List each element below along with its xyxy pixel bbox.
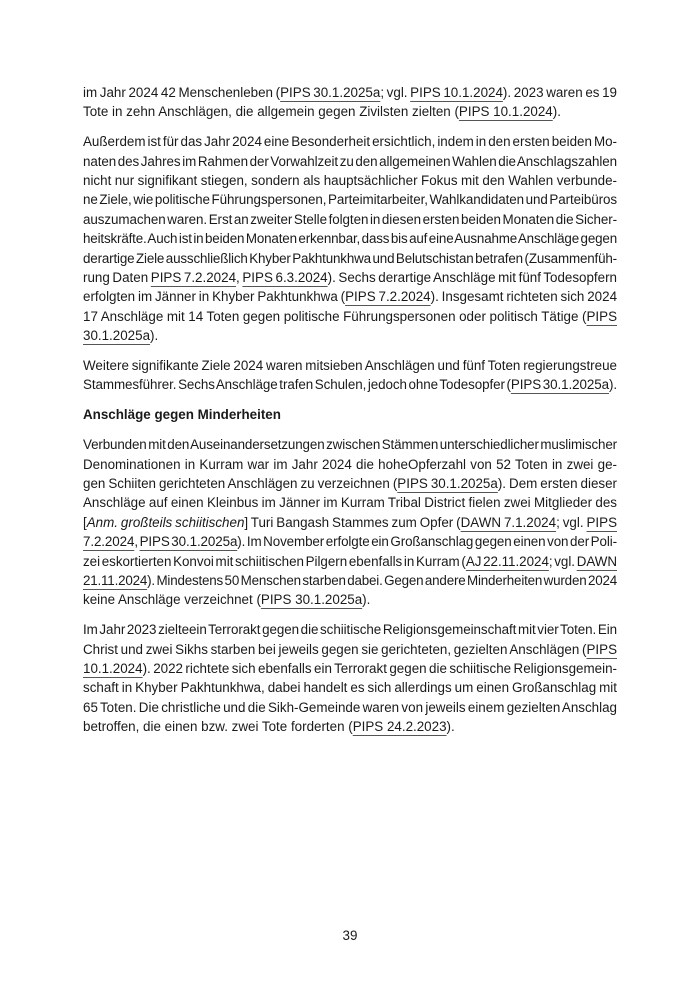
text: ). 2022 richtete sich ebenfalls ein Terrorakt gegen die schiitische Religionsgemein- [142, 661, 617, 677]
line-content [83, 358, 617, 373]
line-content [83, 192, 617, 207]
citation-link[interactable]: PIPS 30.1.2025a [397, 476, 498, 492]
paragraph [83, 356, 617, 395]
page-number: 39 [342, 928, 358, 943]
text: ). Sechs derartige Anschläge mit fünf Todesopfern [327, 270, 618, 286]
text: naten des Jahres im Rahmen der Vorwahlzeit zu den allgemeinen Wahlen die Anschlagszahlen [83, 153, 617, 169]
text-line [83, 678, 617, 697]
line-content [83, 85, 617, 100]
line-content [83, 495, 617, 510]
text: betroffen, die einen bzw. zwei Tote forderten ( [83, 719, 353, 735]
text: ; vgl. [548, 553, 577, 569]
text-line [83, 307, 617, 326]
citation-link[interactable]: PIPS 7.2.2024 [345, 289, 431, 305]
text: heitskräfte. Auch ist in beiden Monaten erkennbar, dass bis auf eine Ausnahme Anschläge gegen [83, 231, 618, 247]
citation-link[interactable]: PIPS 24.2.2023 [352, 719, 447, 735]
text-line [83, 249, 617, 268]
line-content [83, 661, 617, 676]
text-line [83, 474, 617, 493]
paragraph [83, 83, 617, 122]
citation-link[interactable]: 30.1.2025a [83, 328, 151, 344]
text-line [83, 83, 617, 102]
text: rung Daten [83, 270, 151, 286]
text-line [83, 513, 617, 532]
line-content [83, 134, 617, 149]
text-line [83, 152, 617, 171]
text: Denominationen in Kurram war im Jahr 2024 die hoheOpferzahl von 52 Toten in zwei ge- [83, 456, 617, 472]
citation-link[interactable]: 21.11.2024 [83, 572, 148, 588]
text: derartige Ziele ausschließlich Khyber Pakhtunkhwa und Belutschistan betrafen (Zusammenfüh- [83, 250, 617, 266]
citation-link[interactable]: DAWN 7.1.2024 [460, 514, 557, 530]
paragraph [83, 435, 617, 610]
text-line [83, 659, 617, 678]
text: ). Mindestens 50 Menschen starben dabei. Gegen andere Minderheiten wurden 2024 [147, 572, 618, 588]
text: erfolgten im Jänner in Khyber Pakhtunkhwa ( [83, 289, 346, 305]
text: schaft in Khyber Pakhtunkhwa, dabei handelt es sich allerdings um einen Großanschlag mit [83, 680, 617, 696]
text: ). Im November erfolgte ein Großanschlag gegen einen von der Poli- [237, 534, 617, 550]
text: ] Turi Bangash Stammes zum Opfer ( [244, 514, 461, 530]
citation-link[interactable]: PIPS 30.1.2025a [510, 377, 609, 393]
text: auszumachen waren. Erst an zweiter Stelle folgten in diesen ersten beiden Monaten die Sicher- [83, 211, 618, 227]
italic-text: Anm. großteils schiitischen [86, 514, 245, 530]
line-content [83, 573, 617, 588]
text-line [83, 229, 617, 248]
text: ; vgl. [380, 85, 411, 100]
citation-link[interactable]: DAWN [576, 553, 618, 569]
text: ; vgl. [556, 514, 587, 530]
line-content [83, 534, 617, 549]
text-line [83, 287, 617, 306]
citation-link[interactable]: AJ 22.11.2024 [465, 553, 549, 569]
text-line [83, 190, 617, 209]
text: Tote in zehn Anschlägen, die allgemein gegen Zivilsten zielten ( [83, 104, 459, 120]
line-content [83, 231, 617, 246]
line-content [83, 700, 617, 715]
line-content [83, 592, 370, 607]
text: keine Anschläge verzeichnet ( [83, 592, 261, 608]
text-line [83, 493, 617, 512]
text: ). [150, 328, 159, 344]
citation-link[interactable]: PIPS 10.1.2024 [410, 85, 503, 100]
text: 65 Toten. Die christliche und die Sikh-Gemeinde waren von jeweils einem gezielten Anschlag [83, 699, 617, 715]
line-content [83, 719, 455, 734]
line-content [83, 104, 561, 119]
text: im Jahr 2024 42 Menschenleben ( [83, 85, 281, 100]
text-line [83, 356, 617, 375]
line-content [83, 173, 617, 188]
text-line [83, 640, 617, 659]
text: nicht nur signifikant stiegen, sondern als hauptsächlicher Fokus mit den Wahlen verbunde- [83, 173, 618, 189]
text: [ [83, 514, 87, 530]
text: ). [552, 104, 561, 120]
section-heading: Anschläge gegen Minderheiten [83, 407, 281, 423]
text-line [83, 102, 617, 121]
line-content [83, 309, 617, 324]
line-content [83, 289, 617, 304]
line-content [83, 377, 617, 392]
document-body [83, 83, 617, 747]
text: , [236, 270, 243, 286]
text: ). [446, 719, 455, 735]
line-content [83, 212, 617, 227]
citation-link[interactable]: PIPS 6.3.2024 [242, 270, 328, 286]
paragraph [83, 620, 617, 736]
text: Im Jahr 2023 zielteein Terrorakt gegen die schiitische Religionsgemeinschaft mit vier Toten. Ein [83, 622, 618, 638]
paragraph [83, 132, 617, 345]
line-content [83, 457, 617, 472]
citation-link[interactable]: PIPS [586, 641, 617, 657]
text: zei eskortierten Konvoi mit schiitischen Pilgern ebenfalls in Kurram ( [83, 553, 466, 569]
text: ). [362, 592, 371, 608]
citation-link[interactable]: PIPS [586, 308, 617, 324]
citation-link[interactable]: PIPS 10.1.2024 [458, 104, 553, 120]
text: Anschläge auf einen Kleinbus im Jänner im Kurram Tribal District fielen zwei Mitglieder des [83, 495, 617, 511]
text-line [83, 132, 617, 151]
text-line [83, 571, 617, 590]
text: Verbunden mit den Auseinandersetzungen zwischen Stämmen unterschiedlicher muslimischer [83, 437, 617, 453]
citation-link[interactable]: 10.1.2024 [83, 661, 143, 677]
citation-link[interactable]: PIPS 30.1.2025a [139, 534, 238, 550]
text: ). [609, 377, 618, 393]
line-content [83, 328, 158, 343]
text: Stammesführer. Sechs Anschläge trafen Schulen, jedoch ohne Todesopfer ( [83, 377, 511, 393]
text-line [83, 717, 617, 736]
text: 17 Anschläge mit 14 Toten gegen politische Führungspersonen oder politisch Tätige ( [83, 308, 587, 324]
text-line [83, 268, 617, 287]
text: gen Schiiten gerichteten Anschlägen zu verzeichnen ( [83, 476, 398, 492]
text-line [83, 435, 617, 454]
line-content [83, 437, 617, 452]
citation-link[interactable]: PIPS 30.1.2025a [260, 592, 363, 608]
line-content [83, 251, 617, 266]
citation-link[interactable]: PIPS 30.1.2025a [280, 85, 381, 100]
line-content [83, 642, 617, 657]
text-line [83, 590, 617, 609]
text-line [83, 455, 617, 474]
text: Weitere signifikante Ziele 2024 waren mitsieben Anschlägen und fünf Toten regierungstreue [83, 358, 617, 374]
text: ). Insgesamt richteten sich 2024 [430, 289, 618, 305]
text-line [83, 620, 617, 639]
line-content [83, 270, 617, 285]
text: Außerdem ist für das Jahr 2024 eine Besonderheit ersichtlich, indem in den ersten beiden Mo- [83, 134, 618, 150]
text-line [83, 552, 617, 571]
text-line [83, 375, 617, 394]
text: ). 2023 waren es 19 [502, 85, 617, 100]
text-line [83, 326, 617, 345]
line-content [83, 515, 617, 530]
line-content [83, 554, 617, 569]
citation-link[interactable]: PIPS 7.2.2024 [150, 270, 237, 286]
line-content [83, 622, 617, 637]
line-content [83, 476, 617, 491]
text-line [83, 698, 617, 717]
text: Christ und zwei Sikhs starben bei jeweils gegen sie gerichteten, gezielten Anschlägen ( [83, 641, 587, 657]
text: ). Dem ersten dieser [497, 476, 617, 492]
citation-link[interactable]: PIPS [586, 514, 617, 530]
text-line [83, 210, 617, 229]
text-line [83, 532, 617, 551]
citation-link[interactable]: 7.2.2024 [83, 534, 135, 550]
line-content [83, 154, 617, 169]
text: ne Ziele, wie politische Führungspersonen, Parteimitarbeiter, Wahlkandidaten und Parteibüros [83, 192, 618, 208]
line-content [83, 680, 617, 695]
text-line [83, 171, 617, 190]
text: , [134, 534, 140, 550]
